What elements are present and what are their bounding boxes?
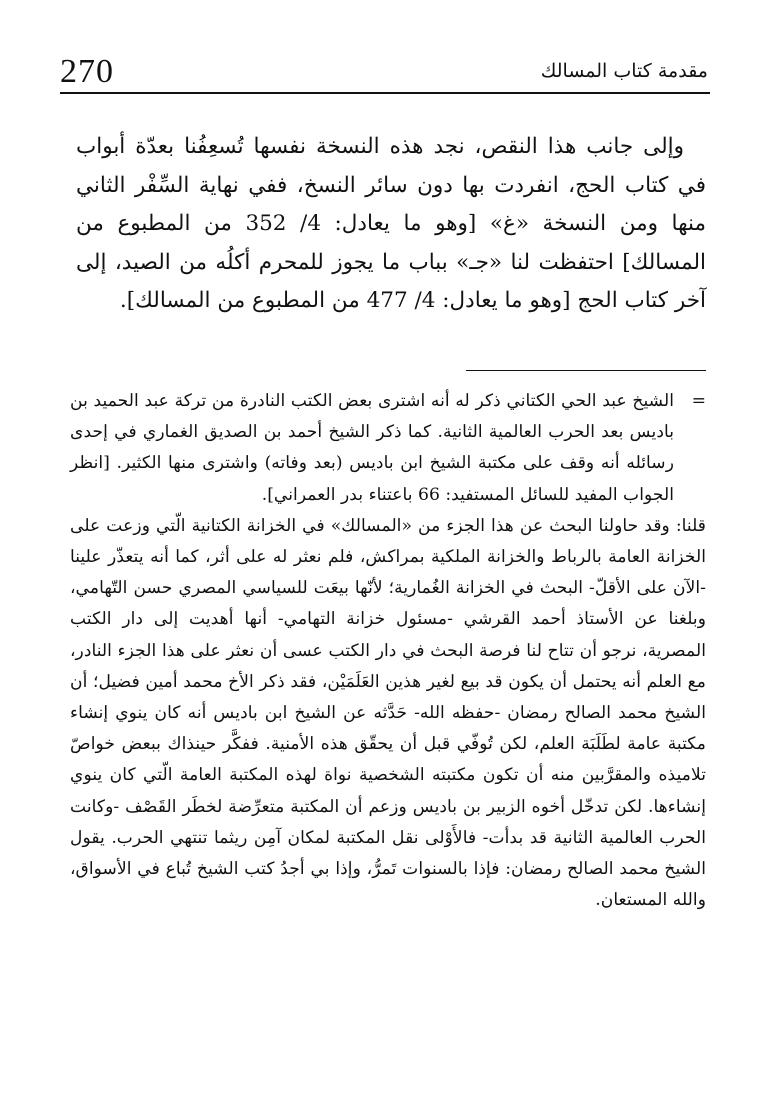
header-divider — [60, 92, 710, 94]
page-header — [60, 52, 708, 94]
page-number: 270 — [60, 53, 114, 90]
footnote-continuation — [70, 386, 706, 511]
footnotes-section — [70, 386, 706, 916]
continuation-marker: = — [691, 391, 706, 411]
footnote-paragraph: قلنا: وقد حاولنا البحث عن هذا الجزء من «المسالك» في الخزانة الكتانية الّتي وزعت على الخزانة العامة بالرباط والخزانة الملكية بمراكش، فلم نعثر له على أثر، كما أنه يتعذّر علينا -الآن على الأقلّ- البحث في الخزانة الغُمارية؛ لأنّها بيعَت للسياسي المصري حسن التّهامي، وبلغنا عن الأستاذ أحمد القرشي -مسئول خزانة التهامي- أنها أهديت إلى دار الكتب المصرية، نرجو أن تتاح لنا فرصة البحث في دار الكتب عسى أن نعثر على هذا الجزء النادر، مع العلم أنه يحتمل أن يكون قد بيع لغير هذين العَلَمَيْن، فقد ذكر الأخ محمد أمين فضيل؛ أن الشيخ محمد الصالح رمضان -حفظه الله- حَدَّثه عن الشيخ ابن باديس أنه كان ينوي إنشاء مكتبة عامة لطَلَبَة العلم، لكن تُوفّي قبل أن يحقّق هذه الأمنية. ففكَّر حينذاك ببعض خواصّ تلاميذه والمقرَّبين منه أن تكون مكتبته الشخصية نواة لهذه المكتبة العامة الّتي كان ينوي إنشاءها. لكن تدخّل أخوه الزبير بن باديس وزعم أن المكتبة متعرِّضة لخطَر القَصْف -وكانت الحرب العالمية الثانية قد بدأت- فالأَوْلى نقل المكتبة لمكان آمِن ريثما تنتهي الحرب. يقول الشيخ محمد الصالح رمضان: فإذا بالسنوات تَمرُّ، وإذا بي أجدُ كتب الشيخ تُباع في الأسواق، والله المستعان. — [70, 515, 706, 911]
running-title: مقدمة كتاب المسالك — [540, 60, 708, 82]
footnote-divider — [466, 370, 706, 371]
footnote-continuation-text: الشيخ عبد الحي الكتاني ذكر له أنه اشترى بعض الكتب النادرة من تركة عبد الحميد بن باديس بعد الحرب العالمية الثانية. كما ذكر الشيخ أحمد بن الصديق الغماري في إحدى رسائله أنه وقف على مكتبة الشيخ ابن باديس (بعد وفاته) واشترى منها الكثير. [انظر الجواب المفيد للسائل المستفيد: 66 باعتناء بدر العمراني]. — [70, 391, 674, 505]
body-paragraph: وإلى جانب هذا النقص، نجد هذه النسخة نفسها تُسعِفُنا بعدّة أبواب في كتاب الحج، انفردت بها دون سائر النسخ، ففي نهاية السِّفْر الثاني منها ومن النسخة «غ» [وهو ما يعادل: 4/ 352 من المطبوع من المسالك] احتفظت لنا «جـ» بباب ما يجوز للمحرم أكلُه من الصيد، إلى آخر كتاب الحج [وهو ما يعادل: 4/ 477 من المطبوع من المسالك]. — [76, 134, 706, 314]
main-text — [76, 128, 706, 321]
